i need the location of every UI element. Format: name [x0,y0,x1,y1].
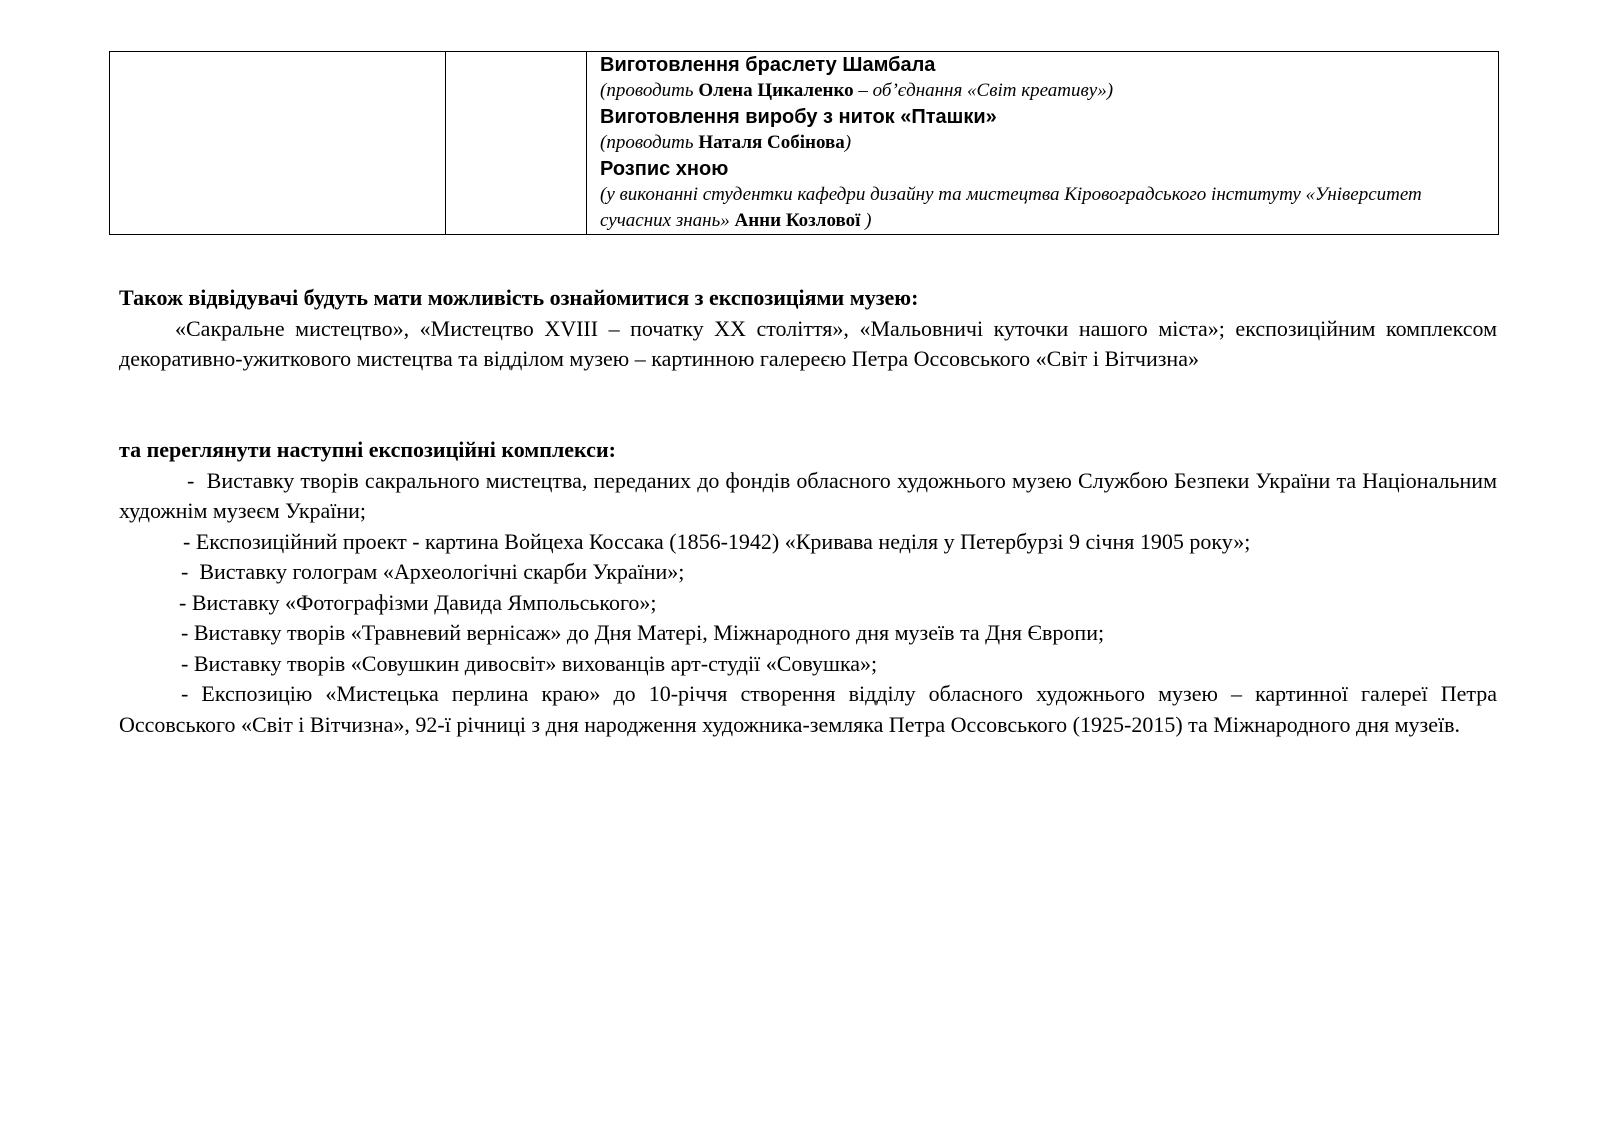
museum-expositions-section [119,283,1497,375]
table-cell-empty-2 [446,52,587,235]
table-cell-activities [587,52,1499,235]
exhibitions-section [119,435,1497,740]
activity-note: (у виконанні студентки кафедри дизайну та мистецтва Кіровоградського інституту «Університет сучасних знань» Анни Козлової ) [600,184,1422,231]
list-item: - Виставку творів «Травневий вернісаж» до Дня Матері, Міжнародного дня музеїв та Дня Європи; [181,620,1105,645]
list-item: - Експозицію «Мистецька перлина краю» до 10-річчя створення відділу обласного художнього музею – картинної галереї Петра Оссовського «Світ і Вітчизна», 92-ї річниці з дня народження художника-земляка Петра Оссовського (1925-2015) та Міжнародного дня музеїв. [119,681,1497,737]
program-table [109,51,1499,235]
activity-note: (проводить Наталя Собінова) [600,132,852,153]
list-item: - Експозиційний проект - картина Войцеха Коссака (1856-1942) «Кривава неділя у Петербурзі 9 січня 1905 року»; [183,528,1251,554]
activity-host: Олена Цикаленко [698,80,854,101]
section-heading: та переглянути наступні експозиційні комплекси: [119,437,616,462]
table-row [110,52,1499,235]
table-cell-empty-1 [110,52,446,235]
section-heading: Також відвідувачі будуть мати можливість ознайомитися з експозиціями музею: [119,285,919,310]
activity-host: Анни Козлової [734,210,861,231]
activity-note: (проводить Олена Цикаленко – об’єднання «Світ креативу») [600,80,1114,101]
section-paragraph: «Сакральне мистецтво», «Мистецтво XVIII – початку ХХ століття», «Мальовничі куточки нашого міста»; експозиційним комплексом декоративно-ужиткового мистецтва та відділом музею – картинною галереєю Петра Оссовського «Світ і Вітчизна» [119,315,1497,371]
list-item: - Виставку творів сакрального мистецтва, переданих до фондів обласного художнього музею Службою Безпеки України та Національним художнім музеєм України; [119,467,1498,523]
activity-title: Виготовлення браслету Шамбала [600,54,936,76]
activity-title: Розпис хною [600,158,729,180]
list-item: - Виставку творів «Совушкин дивосвіт» вихованців арт-студії «Совушка»; [181,650,878,676]
list-item: - Виставку «Фотографізми Давида Ямпольського»; [179,589,657,615]
activity-host: Наталя Собінова [698,132,845,153]
activity-title: Виготовлення виробу з ниток «Пташки» [600,106,997,128]
list-item: - Виставку голограм «Археологічні скарби України»; [181,559,685,584]
